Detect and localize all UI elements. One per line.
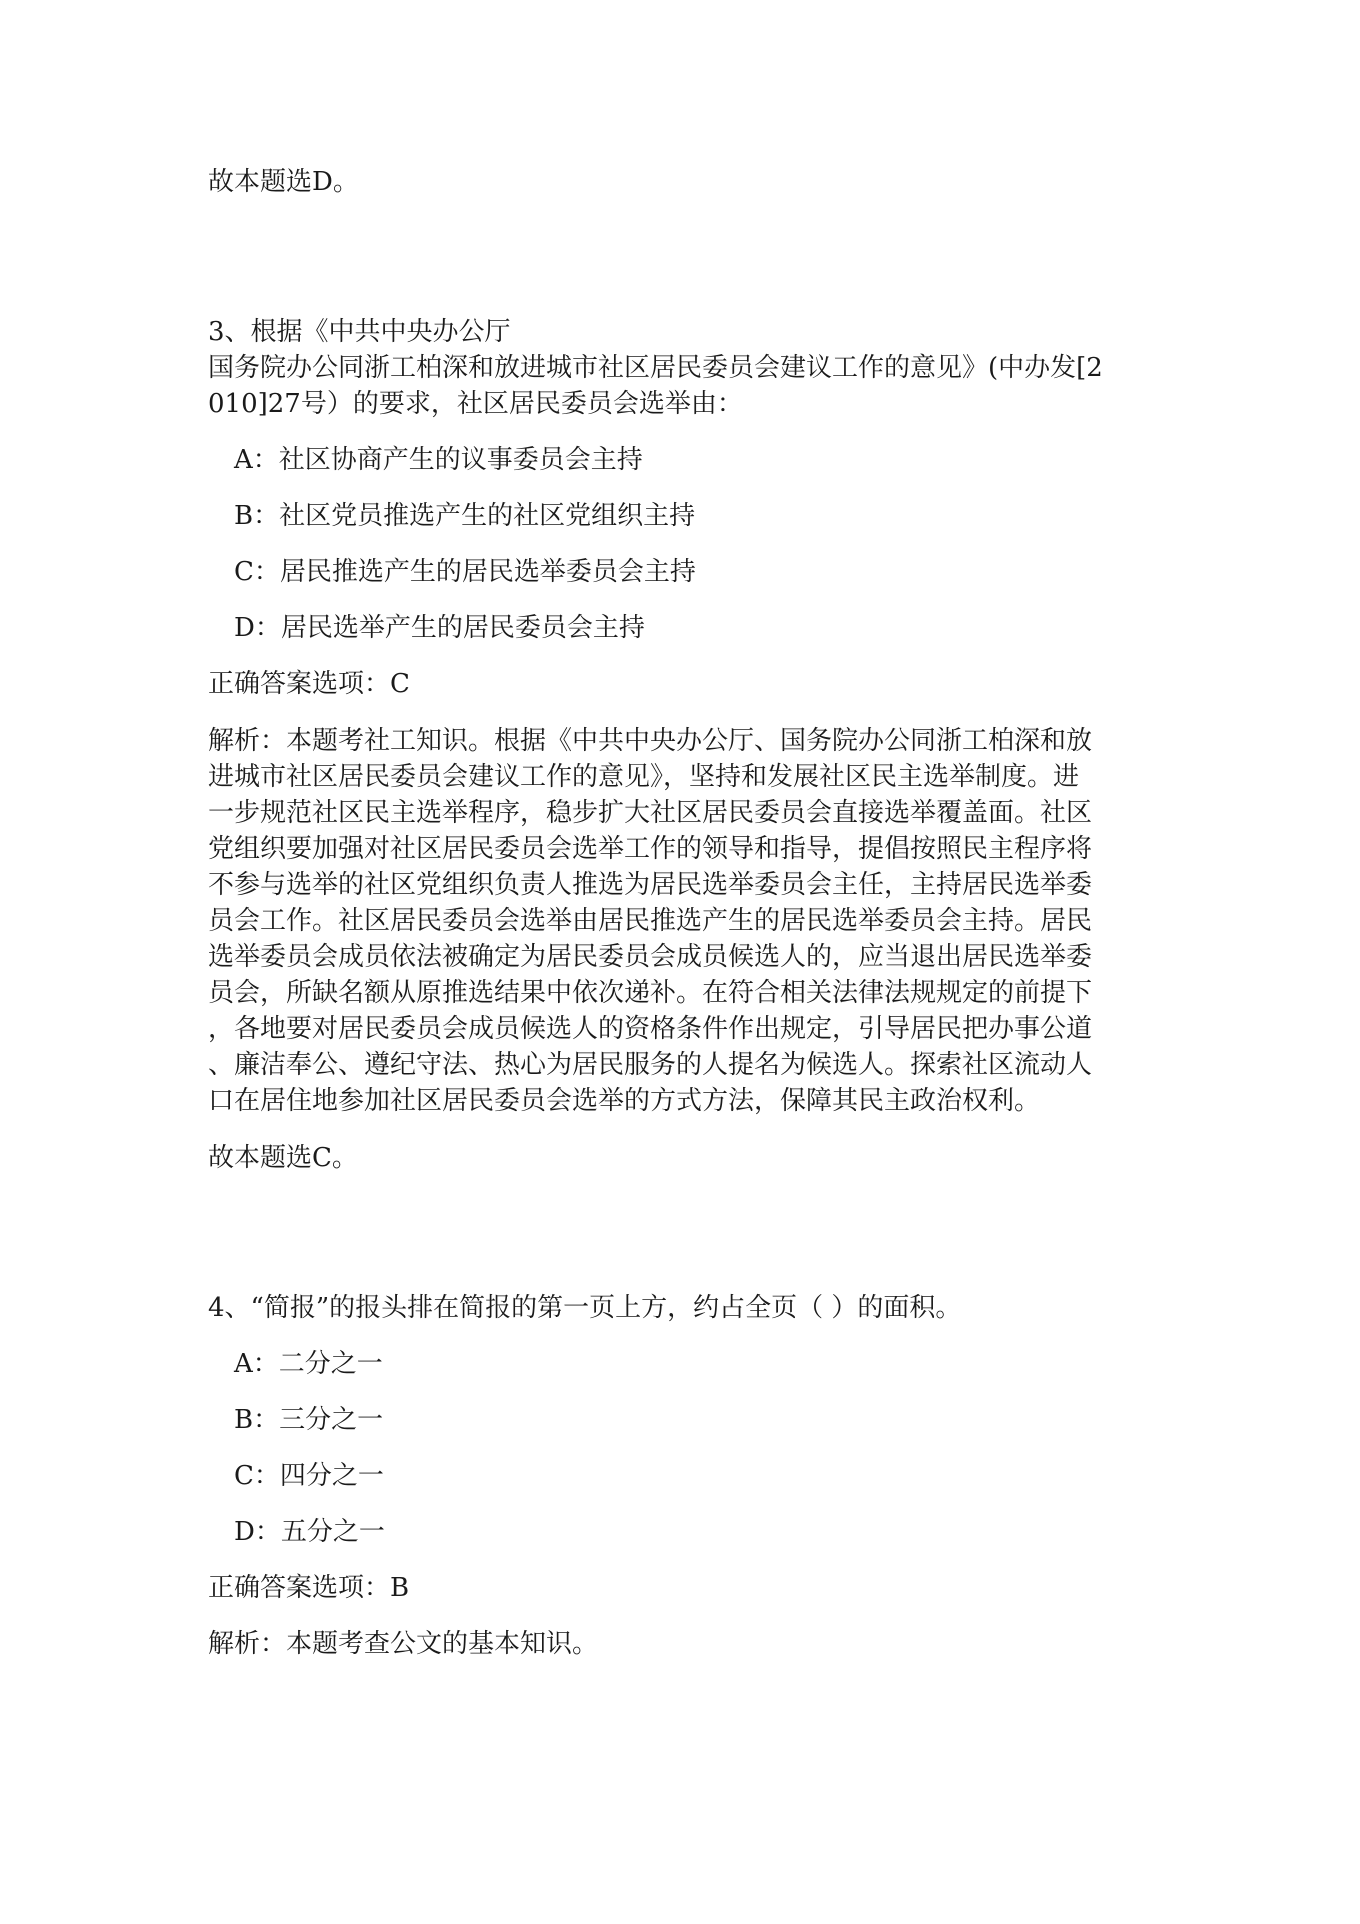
q3-analysis-line-2: 进城市社区居民委员会建议工作的意见》，坚持和发展社区民主选举制度。进 <box>208 762 1080 792</box>
q3-stem-line-1: 3、根据《中共中央办公厅 <box>208 317 511 347</box>
q3-stem-line-3: 010]27号）的要求，社区居民委员会选举由： <box>208 389 743 419</box>
q3-conclusion: 故本题选C。 <box>208 1143 358 1173</box>
q3-analysis-line-11: 口在居住地参加社区居民委员会选举的方式方法，保障其民主政治权利。 <box>208 1086 1041 1116</box>
q3-option-d: D：居民选举产生的居民委员会主持 <box>234 613 645 643</box>
q4-answer: 正确答案选项：B <box>208 1573 410 1603</box>
q4-option-a: A：二分之一 <box>234 1349 383 1379</box>
q4-analysis: 解析：本题考查公文的基本知识。 <box>208 1629 599 1659</box>
q3-analysis-line-1: 解析：本题考社工知识。根据《中共中央办公厅、国务院办公同浙工柏深和放 <box>208 726 1093 756</box>
q2-conclusion: 故本题选D。 <box>208 167 359 197</box>
q3-analysis-line-3: 一步规范社区民主选举程序，稳步扩大社区居民委员会直接选举覆盖面。社区 <box>208 798 1093 828</box>
q4-option-b: B：三分之一 <box>234 1405 384 1435</box>
q3-analysis-line-9: ，各地要对居民委员会成员候选人的资格条件作出规定，引导居民把办事公道 <box>208 1014 1093 1044</box>
q3-stem-line-2: 国务院办公同浙工柏深和放进城市社区居民委员会建议工作的意见》(中办发[2 <box>208 353 1103 383</box>
q3-option-a: A：社区协商产生的议事委员会主持 <box>234 445 643 475</box>
q3-option-c: C：居民推选产生的居民选举委员会主持 <box>234 557 696 587</box>
q3-analysis-line-4: 党组织要加强对社区居民委员会选举工作的领导和指导，提倡按照民主程序将 <box>208 834 1093 864</box>
q3-option-b: B：社区党员推选产生的社区党组织主持 <box>234 501 696 531</box>
q3-analysis-line-6: 员会工作。社区居民委员会选举由居民推选产生的居民选举委员会主持。居民 <box>208 906 1093 936</box>
q4-option-d: D：五分之一 <box>234 1517 385 1547</box>
q3-analysis-line-7: 选举委员会成员依法被确定为居民委员会成员候选人的，应当退出居民选举委 <box>208 942 1093 972</box>
q4-stem: 4、“简报”的报头排在简报的第一页上方，约占全页（ ）的面积。 <box>208 1293 962 1323</box>
q4-option-c: C：四分之一 <box>234 1461 384 1491</box>
q3-analysis-line-10: 、廉洁奉公、遵纪守法、热心为居民服务的人提名为候选人。探索社区流动人 <box>208 1050 1093 1080</box>
q3-answer: 正确答案选项：C <box>208 669 410 699</box>
q3-analysis-line-8: 员会，所缺名额从原推选结果中依次递补。在符合相关法律法规规定的前提下 <box>208 978 1093 1008</box>
q3-analysis-line-5: 不参与选举的社区党组织负责人推选为居民选举委员会主任，主持居民选举委 <box>208 870 1093 900</box>
